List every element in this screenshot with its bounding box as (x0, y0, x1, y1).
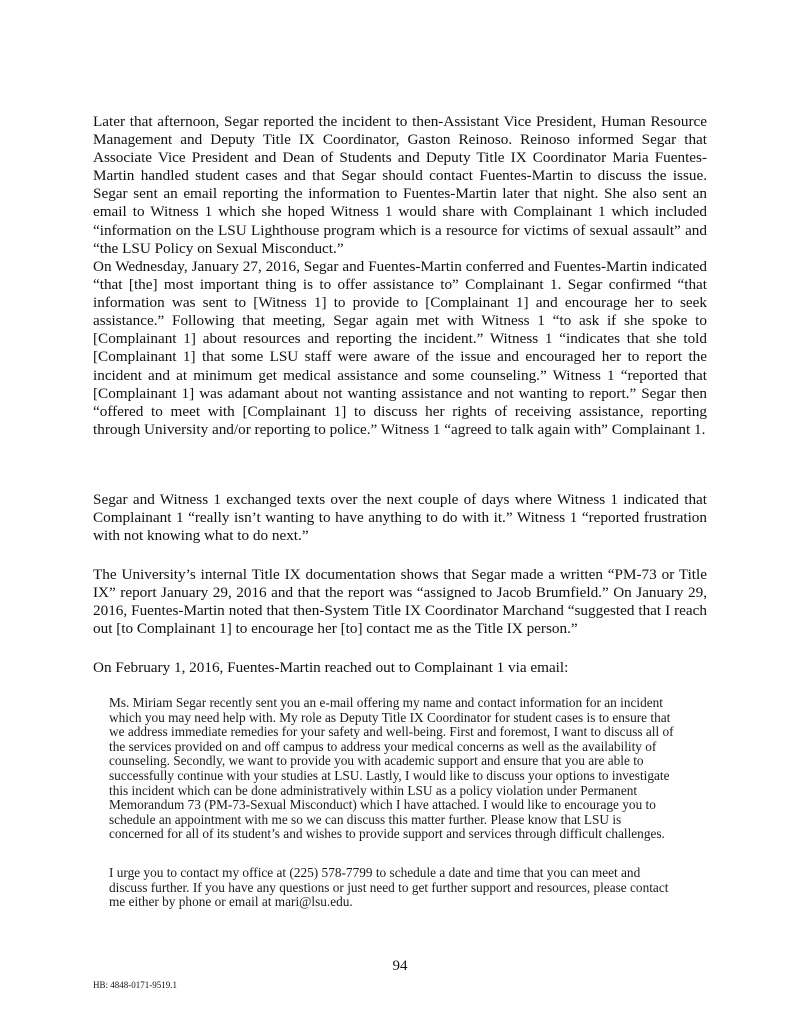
paragraph-5: On February 1, 2016, Fuentes-Martin reached out to Complainant 1 via email: (93, 659, 569, 676)
paragraph-1: Later that afternoon, Segar reported the incident to then-Assistant Vice President, Human Resource Management and Deputy Title IX Coordinator, Gaston Reinoso. Reinoso informed Segar that Associate Vice President and Dean of Students and Deputy Title IX Coordinator Maria Fuentes-Martin handled student cases and that Segar should contact Fuentes-Martin to discuss the issue. Segar sent an email reporting the information to Fuentes-Martin later that night. She also sent an email to Witness 1 which she hoped Witness 1 would share with Complainant 1 which included “information on the LSU Lighthouse program which is a resource for victims of sexual assault” and “the LSU Policy on Sexual Misconduct.” (93, 113, 707, 257)
page-number: 94 (392, 958, 408, 974)
paragraph-2: On Wednesday, January 27, 2016, Segar and Fuentes-Martin conferred and Fuentes-Martin indicated “that [the] most important thing is to offer assistance to” Complainant 1. Segar confirmed “that information was sent to [Witness 1] to provide to [Complainant 1] and encourage her to seek assistance.” Following that meeting, Segar again met with Witness 1 “to ask if she spoke to [Complainant 1] about resources and reporting the incident.” Witness 1 “indicates that she told [Complainant 1] that some LSU staff were aware of the issue and encouraged her to report the incident and at minimum get medical assistance and some counseling.” Witness 1 “reported that [Complainant 1] was adamant about not wanting assistance and not wanting to report.” Segar then “offered to meet with [Complainant 1] to discuss her rights of receiving assistance, reporting through University and/or reporting to police.” Witness 1 “agreed to talk again with” Complainant 1. (93, 258, 707, 438)
quoted-email-paragraph-2: I urge you to contact my office at (225) 578-7799 to schedule a date and time that you can meet and discuss further. If you have any questions or just need to get further support and resources, please contact me either by phone or email at mari@lsu.edu. (109, 865, 669, 910)
paragraph-4: The University’s internal Title IX documentation shows that Segar made a written “PM-73 or Title IX” report January 29, 2016 and that the report was “assigned to Jacob Brumfield.” On January 29, 2016, Fuentes-Martin noted that then-System Title IX Coordinator Marchand “suggested that I reach out [to Complainant 1] to encourage her [to] contact me as the Title IX person.” (93, 566, 707, 638)
paragraph-3: Segar and Witness 1 exchanged texts over the next couple of days where Witness 1 indicated that Complainant 1 “really isn’t wanting to have anything to do with it.” Witness 1 “reported frustration with not knowing what to do next.” (93, 491, 707, 545)
quoted-email-paragraph-1: Ms. Miriam Segar recently sent you an e-mail offering my name and contact information for an incident which you may need help with. My role as Deputy Title IX Coordinator for student cases is to ensure that we address immediate remedies for your safety and well-being. First and foremost, I want to discuss all of the services provided on and off campus to address your medical concerns as well as the availability of counseling. Secondly, we want to provide you with academic support and ensure that you are able to successfully continue with your studies at LSU. Lastly, I would like to discuss your options to investigate this incident which can be done administratively within LSU as a policy violation under Permanent Memorandum 73 (PM-73-Sexual Misconduct) which I have attached. I would like to encourage you to schedule an appointment with me so we can discuss this matter further. Please know that LSU is concerned for all of its student’s and wishes to provide support and services through difficult challenges. (109, 695, 674, 842)
footer-document-id: HB: 4848-0171-9519.1 (93, 980, 177, 990)
